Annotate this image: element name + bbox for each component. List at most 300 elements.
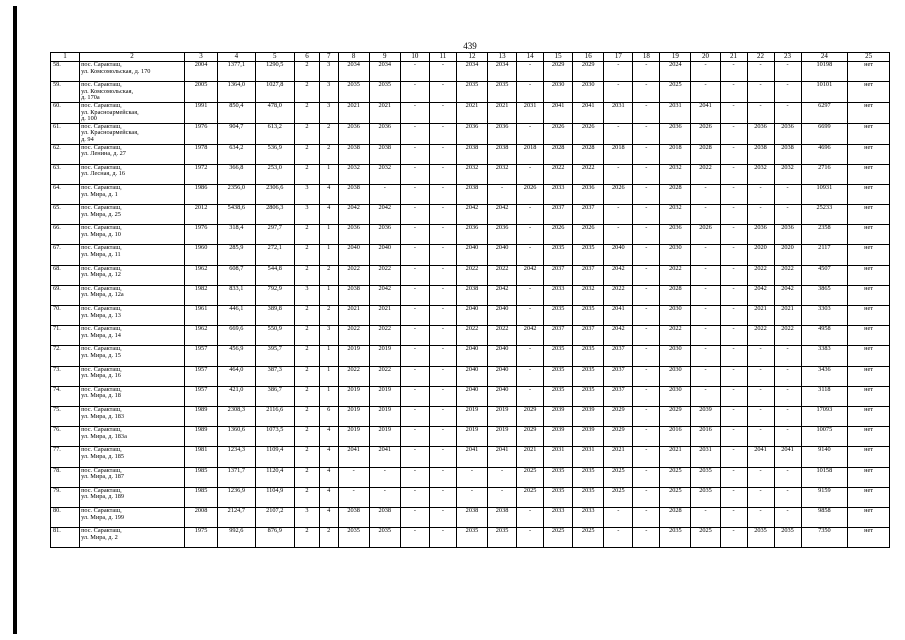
data-cell: - <box>747 406 774 426</box>
data-cell: 2036 <box>573 184 604 204</box>
data-cell: - <box>633 123 660 144</box>
data-cell: 2 <box>294 62 319 82</box>
data-cell: 2 <box>294 487 319 507</box>
data-cell: 2022 <box>747 265 774 285</box>
data-cell: - <box>691 326 720 346</box>
column-header-10: 10 <box>400 53 429 62</box>
data-cell: 421,0 <box>218 386 255 406</box>
data-cell: - <box>691 265 720 285</box>
data-cell: нет <box>848 285 890 305</box>
data-cell: 1989 <box>184 427 217 447</box>
column-header-9: 9 <box>369 53 400 62</box>
data-cell: 446,1 <box>218 306 255 326</box>
data-cell: 2032 <box>338 164 369 184</box>
data-cell: 2117 <box>801 245 848 265</box>
data-cell: 2022 <box>544 164 573 184</box>
data-cell: 2 <box>294 427 319 447</box>
page-number: 439 <box>463 41 477 51</box>
data-cell: 9159 <box>801 487 848 507</box>
column-header-4: 4 <box>218 53 255 62</box>
data-cell: нет <box>848 144 890 164</box>
data-cell: - <box>633 225 660 245</box>
data-cell: 2036 <box>774 225 801 245</box>
data-cell: 2022 <box>369 265 400 285</box>
data-cell: 2026 <box>573 123 604 144</box>
data-cell: 9858 <box>801 507 848 527</box>
data-cell: 2 <box>294 467 319 487</box>
data-cell: - <box>488 184 517 204</box>
data-cell: 2040 <box>456 366 487 386</box>
data-cell: 2040 <box>456 386 487 406</box>
data-cell: 1290,5 <box>255 62 294 82</box>
data-cell: 544,8 <box>255 265 294 285</box>
data-cell: 3 <box>319 82 338 103</box>
data-cell: - <box>429 326 456 346</box>
data-cell: - <box>720 225 747 245</box>
address-cell: пос. Саракташ, ул. Красноармейская, д. 94 <box>80 123 185 144</box>
data-cell: 2032 <box>456 164 487 184</box>
data-cell: 2038 <box>338 184 369 204</box>
data-cell: - <box>604 507 633 527</box>
data-cell: - <box>633 528 660 548</box>
data-cell: 2039 <box>573 406 604 426</box>
data-cell: 2041 <box>747 447 774 467</box>
data-cell: 272,1 <box>255 245 294 265</box>
data-cell: 2035 <box>660 528 691 548</box>
data-cell: 2038 <box>338 144 369 164</box>
data-cell: - <box>517 245 544 265</box>
data-cell: 3 <box>319 326 338 346</box>
data-cell: 2033 <box>544 285 573 305</box>
address-cell: пос. Саракташ, ул. Лесная, д. 16 <box>80 164 185 184</box>
row-number-cell: 81. <box>51 528 80 548</box>
data-cell: - <box>691 346 720 366</box>
row-number-cell: 65. <box>51 205 80 225</box>
data-cell: - <box>720 102 747 123</box>
data-cell: 2032 <box>747 164 774 184</box>
data-cell: - <box>633 82 660 103</box>
data-cell: 2035 <box>544 487 573 507</box>
data-cell: - <box>488 487 517 507</box>
data-cell: 2019 <box>369 406 400 426</box>
data-cell: 3 <box>319 62 338 82</box>
data-cell: 2038 <box>456 184 487 204</box>
data-cell: 1985 <box>184 467 217 487</box>
table-row <box>51 447 890 467</box>
data-cell: - <box>400 184 429 204</box>
data-cell: 2026 <box>573 225 604 245</box>
data-cell: 1975 <box>184 528 217 548</box>
row-number-cell: 73. <box>51 366 80 386</box>
data-cell: - <box>691 386 720 406</box>
data-cell: 2034 <box>488 62 517 82</box>
data-cell: 2036 <box>747 225 774 245</box>
data-cell: 550,9 <box>255 326 294 346</box>
data-cell: - <box>429 386 456 406</box>
data-cell: 2036 <box>774 123 801 144</box>
column-header-2: 2 <box>80 53 185 62</box>
data-cell: 2031 <box>660 102 691 123</box>
data-cell: 2025 <box>660 82 691 103</box>
data-cell: - <box>691 62 720 82</box>
data-cell: 3303 <box>801 306 848 326</box>
data-cell: 2035 <box>573 306 604 326</box>
data-cell: 2042 <box>338 205 369 225</box>
data-cell: - <box>633 406 660 426</box>
data-cell: 2019 <box>338 346 369 366</box>
data-cell: 2 <box>294 366 319 386</box>
data-cell: 4 <box>319 487 338 507</box>
data-cell: нет <box>848 326 890 346</box>
data-cell: - <box>400 265 429 285</box>
data-cell: - <box>400 507 429 527</box>
data-cell: - <box>720 528 747 548</box>
data-cell: нет <box>848 386 890 406</box>
row-number-cell: 67. <box>51 245 80 265</box>
data-cell: 2030 <box>544 82 573 103</box>
data-cell: 1364,0 <box>218 82 255 103</box>
data-cell: 2035 <box>691 467 720 487</box>
data-cell: 1104,9 <box>255 487 294 507</box>
address-cell: пос. Саракташ, ул. Мира, д. 13 <box>80 306 185 326</box>
data-cell: нет <box>848 487 890 507</box>
address-cell: пос. Саракташ, ул. Мира, д. 1 <box>80 184 185 204</box>
data-cell: 456,9 <box>218 346 255 366</box>
data-cell: 2025 <box>517 487 544 507</box>
data-cell: 2037 <box>604 386 633 406</box>
data-cell: 2035 <box>544 467 573 487</box>
data-cell: - <box>720 427 747 447</box>
data-cell: 2035 <box>488 528 517 548</box>
data-cell: - <box>774 406 801 426</box>
data-cell: - <box>774 366 801 386</box>
data-cell: 25233 <box>801 205 848 225</box>
data-cell: - <box>720 184 747 204</box>
data-cell: 1976 <box>184 225 217 245</box>
data-cell: - <box>400 326 429 346</box>
data-cell: 2035 <box>456 82 487 103</box>
data-cell: 2029 <box>604 427 633 447</box>
data-cell: 2116,6 <box>255 406 294 426</box>
address-cell: пос. Саракташ, ул. Мира, д. 16 <box>80 366 185 386</box>
data-cell: 285,9 <box>218 245 255 265</box>
data-cell: 4 <box>319 205 338 225</box>
data-cell: 2 <box>294 447 319 467</box>
data-cell: 2028 <box>573 144 604 164</box>
data-cell: 2040 <box>456 245 487 265</box>
data-cell: 2031 <box>691 447 720 467</box>
table-row <box>51 205 890 225</box>
data-cell: 2041 <box>691 102 720 123</box>
data-cell: - <box>633 507 660 527</box>
data-cell: 366,8 <box>218 164 255 184</box>
data-cell: - <box>691 507 720 527</box>
data-cell: 2025 <box>604 487 633 507</box>
data-cell: 1 <box>319 225 338 245</box>
data-cell: - <box>720 487 747 507</box>
data-cell: 2358 <box>801 225 848 245</box>
data-cell: 2030 <box>660 306 691 326</box>
table-row <box>51 528 890 548</box>
data-cell: - <box>720 82 747 103</box>
data-cell: 2 <box>294 144 319 164</box>
data-cell: - <box>456 467 487 487</box>
data-cell: 2019 <box>338 406 369 426</box>
data-cell: - <box>604 225 633 245</box>
table-row <box>51 346 890 366</box>
data-cell: 2029 <box>573 62 604 82</box>
data-cell: - <box>429 366 456 386</box>
data-cell: - <box>517 62 544 82</box>
data-cell: - <box>429 265 456 285</box>
address-cell: пос. Саракташ, ул. Мира, д. 10 <box>80 225 185 245</box>
data-cell: 2 <box>294 346 319 366</box>
data-cell: 2 <box>294 123 319 144</box>
data-cell: - <box>400 102 429 123</box>
data-cell: - <box>747 205 774 225</box>
data-cell: 2041 <box>338 447 369 467</box>
data-cell: - <box>720 164 747 184</box>
data-cell: - <box>691 366 720 386</box>
data-cell: 2034 <box>338 62 369 82</box>
data-cell: 3118 <box>801 386 848 406</box>
data-cell: 2040 <box>604 245 633 265</box>
data-cell: - <box>691 82 720 103</box>
data-cell: 2029 <box>517 406 544 426</box>
data-cell: нет <box>848 62 890 82</box>
data-cell: - <box>633 205 660 225</box>
data-cell: - <box>604 528 633 548</box>
data-cell: 1957 <box>184 366 217 386</box>
data-cell: - <box>429 285 456 305</box>
data-cell: 2008 <box>184 507 217 527</box>
data-cell: - <box>774 82 801 103</box>
data-cell: 2025 <box>660 467 691 487</box>
data-cell: 2026 <box>691 225 720 245</box>
data-cell: 10101 <box>801 82 848 103</box>
table-row <box>51 82 890 103</box>
data-cell: - <box>400 225 429 245</box>
data-cell: 2026 <box>691 123 720 144</box>
data-cell: 1961 <box>184 306 217 326</box>
data-cell: 1234,3 <box>218 447 255 467</box>
data-cell: 2022 <box>774 326 801 346</box>
data-cell: 2035 <box>544 245 573 265</box>
data-cell: 2022 <box>488 265 517 285</box>
data-cell: - <box>633 102 660 123</box>
address-cell: пос. Саракташ, ул. Комсомольская, д. 170 <box>80 62 185 82</box>
data-cell: - <box>400 467 429 487</box>
data-cell: 1371,7 <box>218 467 255 487</box>
table-row <box>51 386 890 406</box>
data-cell: 3 <box>294 285 319 305</box>
data-cell: 2031 <box>544 447 573 467</box>
data-cell: 2038 <box>369 507 400 527</box>
data-cell: 2028 <box>660 507 691 527</box>
data-cell: 2021 <box>338 102 369 123</box>
data-cell: 2021 <box>456 102 487 123</box>
data-cell: - <box>517 164 544 184</box>
data-cell: - <box>400 346 429 366</box>
data-cell: - <box>517 205 544 225</box>
row-number-cell: 64. <box>51 184 80 204</box>
data-cell: 2032 <box>488 164 517 184</box>
column-header-24: 24 <box>801 53 848 62</box>
data-cell: нет <box>848 467 890 487</box>
data-cell: 1 <box>319 346 338 366</box>
data-cell: 2019 <box>338 427 369 447</box>
data-cell: - <box>369 487 400 507</box>
data-cell: 2035 <box>573 366 604 386</box>
data-cell: 2 <box>294 164 319 184</box>
data-cell: - <box>633 164 660 184</box>
data-cell: 1986 <box>184 184 217 204</box>
data-cell: - <box>429 164 456 184</box>
data-cell: 2022 <box>338 366 369 386</box>
data-cell: - <box>774 62 801 82</box>
data-cell: 4 <box>319 447 338 467</box>
data-cell: 2022 <box>604 285 633 305</box>
data-cell: 2038 <box>338 507 369 527</box>
data-cell: - <box>774 346 801 366</box>
address-cell: пос. Саракташ, ул. Мира, д. 199 <box>80 507 185 527</box>
table-row <box>51 184 890 204</box>
data-cell: - <box>720 62 747 82</box>
data-cell: 2035 <box>456 528 487 548</box>
table-row <box>51 406 890 426</box>
data-cell: 4 <box>319 467 338 487</box>
data-cell: 2022 <box>660 265 691 285</box>
data-cell: - <box>633 306 660 326</box>
data-cell: нет <box>848 306 890 326</box>
data-cell: 2 <box>294 326 319 346</box>
data-cell: 1972 <box>184 164 217 184</box>
data-cell: 1978 <box>184 144 217 164</box>
address-cell: пос. Саракташ, ул. Мира, д. 14 <box>80 326 185 346</box>
data-cell: 1 <box>319 366 338 386</box>
data-cell: 2 <box>319 528 338 548</box>
row-number-cell: 69. <box>51 285 80 305</box>
row-number-cell: 72. <box>51 346 80 366</box>
data-cell: 3436 <box>801 366 848 386</box>
data-cell: - <box>456 487 487 507</box>
data-cell: - <box>774 102 801 123</box>
data-cell: - <box>691 306 720 326</box>
data-cell: 2035 <box>573 386 604 406</box>
data-cell: нет <box>848 164 890 184</box>
address-cell: пос. Саракташ, ул. Комсомольская, д. 170а <box>80 82 185 103</box>
data-cell: - <box>429 184 456 204</box>
data-cell: 2039 <box>544 406 573 426</box>
data-cell: 2 <box>319 265 338 285</box>
data-cell: 318,4 <box>218 225 255 245</box>
data-cell: - <box>633 487 660 507</box>
table-row <box>51 164 890 184</box>
data-cell: 2039 <box>691 406 720 426</box>
row-number-cell: 58. <box>51 62 80 82</box>
data-cell: 7350 <box>801 528 848 548</box>
data-cell: 2038 <box>488 144 517 164</box>
data-cell: 2037 <box>573 205 604 225</box>
data-cell: 10931 <box>801 184 848 204</box>
data-cell: - <box>429 62 456 82</box>
data-cell: 2022 <box>456 326 487 346</box>
data-cell: - <box>400 406 429 426</box>
data-cell: - <box>747 102 774 123</box>
data-cell: 2036 <box>369 123 400 144</box>
data-cell: - <box>338 487 369 507</box>
data-cell: 833,1 <box>218 285 255 305</box>
address-cell: пос. Саракташ, ул. Мира, д. 25 <box>80 205 185 225</box>
address-cell: пос. Саракташ, ул. Мира, д. 189 <box>80 487 185 507</box>
data-cell: 2037 <box>544 205 573 225</box>
data-cell: - <box>720 467 747 487</box>
data-cell: 2028 <box>544 144 573 164</box>
data-cell: 2025 <box>660 487 691 507</box>
data-cell: 2020 <box>747 245 774 265</box>
data-cell: - <box>517 366 544 386</box>
data-cell: 2019 <box>488 427 517 447</box>
data-cell: - <box>429 507 456 527</box>
data-cell: - <box>747 487 774 507</box>
data-cell: 2 <box>294 406 319 426</box>
data-cell: 850,4 <box>218 102 255 123</box>
data-cell: 2036 <box>488 225 517 245</box>
data-cell: 9140 <box>801 447 848 467</box>
data-cell: - <box>517 225 544 245</box>
data-cell: нет <box>848 406 890 426</box>
data-cell: 2019 <box>369 386 400 406</box>
data-cell: 2042 <box>488 285 517 305</box>
data-cell: - <box>720 447 747 467</box>
address-cell: пос. Саракташ, ул. Мира, д. 2 <box>80 528 185 548</box>
column-header-16: 16 <box>573 53 604 62</box>
data-cell: - <box>633 386 660 406</box>
address-cell: пос. Саракташ, ул. Мира, д. 183а <box>80 427 185 447</box>
data-cell: 2029 <box>544 62 573 82</box>
data-cell: 2035 <box>747 528 774 548</box>
data-cell: 2021 <box>488 102 517 123</box>
data-cell: - <box>400 427 429 447</box>
data-cell: 2716 <box>801 164 848 184</box>
column-header-13: 13 <box>488 53 517 62</box>
row-number-cell: 62. <box>51 144 80 164</box>
data-cell: 464,0 <box>218 366 255 386</box>
housing-register-table <box>50 52 890 548</box>
data-cell: - <box>747 62 774 82</box>
column-number-row <box>51 53 890 62</box>
data-cell: 2025 <box>544 528 573 548</box>
row-number-cell: 78. <box>51 467 80 487</box>
data-cell: 2036 <box>456 123 487 144</box>
data-cell: нет <box>848 346 890 366</box>
data-cell: 2028 <box>691 144 720 164</box>
column-header-21: 21 <box>720 53 747 62</box>
data-cell: - <box>720 285 747 305</box>
data-cell: 2040 <box>456 346 487 366</box>
data-cell: 2035 <box>544 306 573 326</box>
row-number-cell: 76. <box>51 427 80 447</box>
data-cell: 2041 <box>369 447 400 467</box>
data-cell: - <box>369 184 400 204</box>
data-cell: - <box>774 184 801 204</box>
data-cell: - <box>400 366 429 386</box>
data-cell: 2029 <box>604 406 633 426</box>
data-cell: 2022 <box>456 265 487 285</box>
data-cell: - <box>517 82 544 103</box>
row-number-cell: 66. <box>51 225 80 245</box>
data-cell: - <box>429 225 456 245</box>
